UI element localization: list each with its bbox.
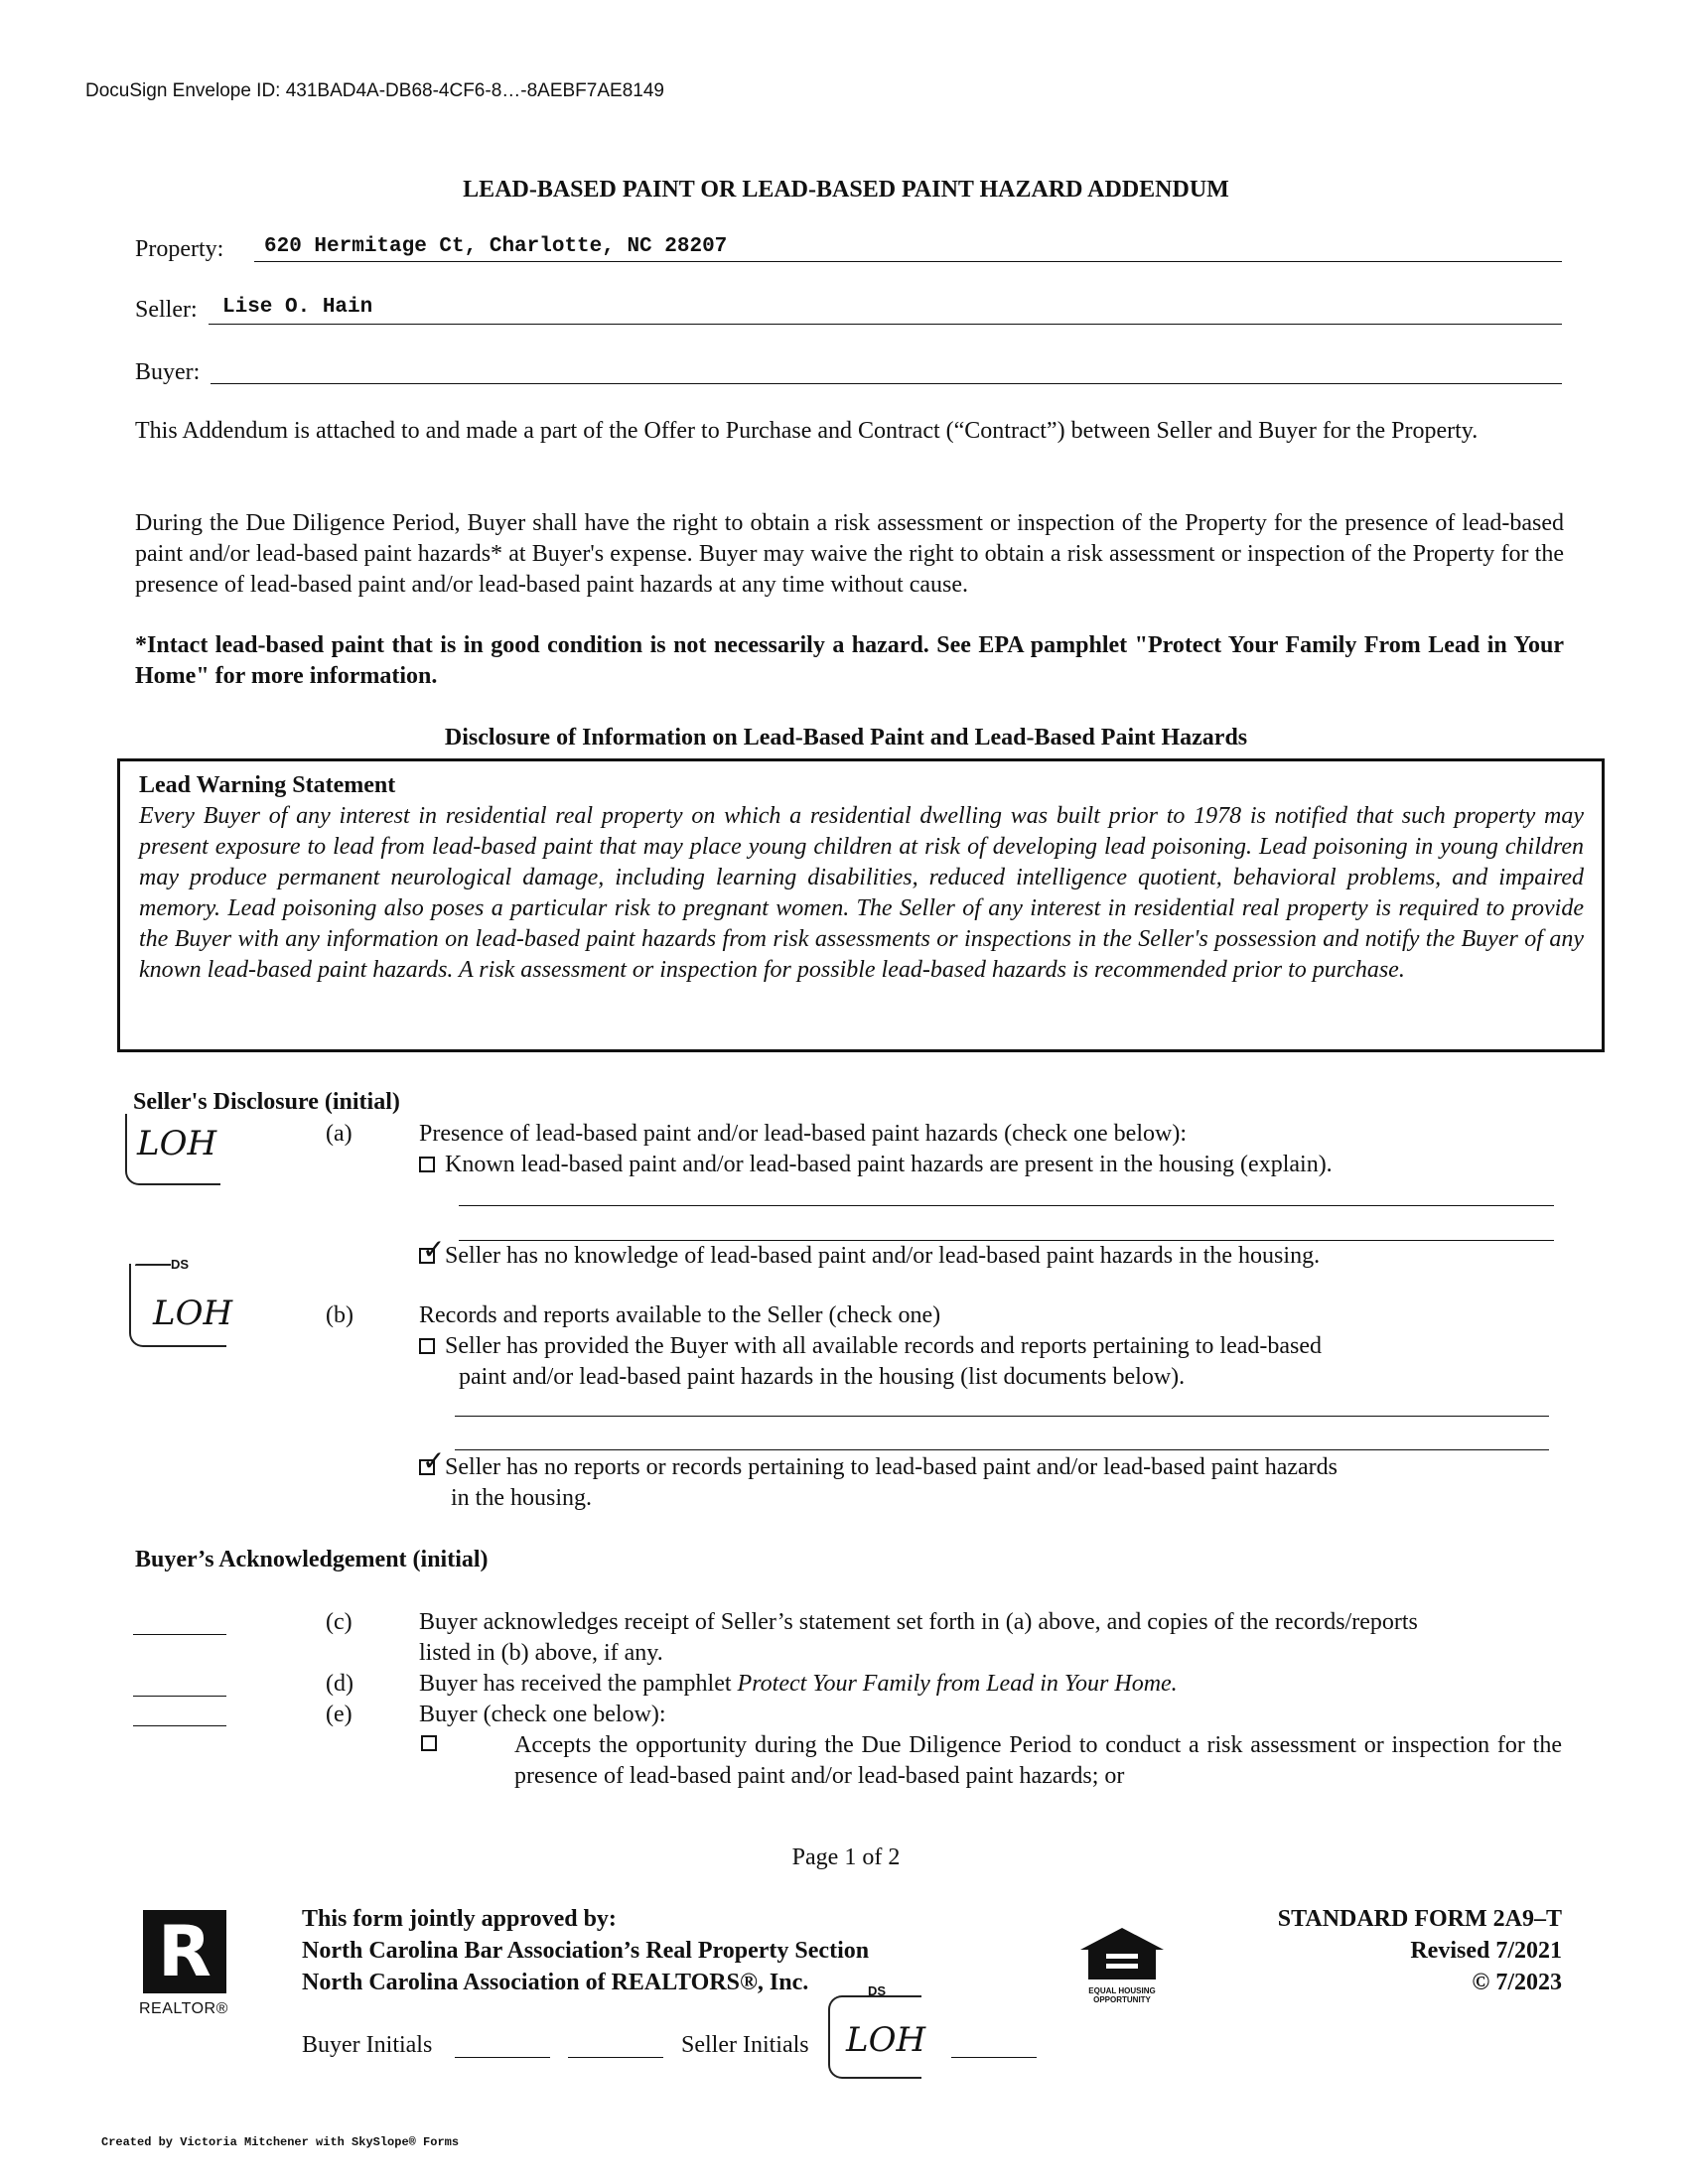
equal-housing-logo: [1076, 1926, 1168, 2004]
seller-field[interactable]: Lise O. Hain: [222, 296, 373, 319]
checkmark-icon: ✓: [422, 1444, 446, 1477]
approved-by-line-1: This form jointly approved by:: [302, 1906, 617, 1932]
no-knowledge-label: Seller has no knowledge of lead-based paint and/or lead-based paint hazards in the housing.: [445, 1243, 1321, 1269]
buyer-initials-e-line[interactable]: [133, 1725, 226, 1726]
created-by: Created by Victoria Mitchener with SkySlope® Forms: [101, 2135, 460, 2149]
no-records-label-2: in the housing.: [451, 1485, 592, 1511]
ds-label: DS: [171, 1257, 190, 1272]
records-provided-label-2: paint and/or lead-based paint hazards in the housing (list documents below).: [459, 1364, 1186, 1390]
buyer-label: Buyer:: [135, 359, 201, 385]
seller-initials-a: LOH: [137, 1124, 217, 1163]
item-e-label: (e): [326, 1702, 352, 1727]
item-b-option-none[interactable]: [419, 1444, 1339, 1483]
no-records-label: Seller has no reports or records pertaining to lead-based paint and/or lead-based paint hazards: [445, 1454, 1339, 1480]
documents-line-1: [455, 1416, 1549, 1417]
eho-line-1: EQUAL HOUSING: [1088, 1986, 1156, 1995]
buyer-field-line: [211, 383, 1562, 384]
realtor-r-icon: R: [158, 1911, 212, 1992]
item-c-text-2: listed in (b) above, if any.: [419, 1640, 663, 1666]
seller-disclosure-heading: Seller's Disclosure (initial): [133, 1089, 400, 1115]
item-a-option-no-knowledge[interactable]: [419, 1233, 1321, 1272]
item-e-text: Buyer (check one below):: [419, 1702, 666, 1727]
records-provided-checkbox[interactable]: [419, 1338, 435, 1354]
accepts-opportunity-checkbox[interactable]: [421, 1735, 437, 1751]
eho-line-2: OPPORTUNITY: [1093, 1995, 1151, 2004]
explain-line-1: [459, 1205, 1554, 1206]
page-title: LEAD-BASED PAINT OR LEAD-BASED PAINT HAZARD ADDENDUM: [463, 177, 1229, 203]
item-d-text: [419, 1669, 1178, 1700]
seller-initials-footer: LOH: [846, 2020, 926, 2060]
accepts-opportunity-label: Accepts the opportunity during the Due Diligence Period to conduct a risk assessment or inspection for the presence of lead-based paint and/or lead-based paint hazards; or: [514, 1732, 1562, 1789]
buyer-initials-label: Buyer Initials: [302, 2032, 433, 2058]
buyer-initials-d-line[interactable]: [133, 1696, 226, 1697]
form-name: STANDARD FORM 2A9–T: [1277, 1906, 1562, 1932]
approved-by-line-2: North Carolina Bar Association’s Real Property Section: [302, 1938, 870, 1964]
buyer-ack-heading: Buyer’s Acknowledgement (initial): [135, 1547, 489, 1572]
lead-warning-title: Lead Warning Statement: [139, 772, 396, 798]
item-b-label: (b): [326, 1302, 353, 1328]
footer-ds-label: DS: [868, 1983, 887, 1998]
page-number: Page 1 of 2: [791, 1844, 901, 1870]
seller-initials-label: Seller Initials: [681, 2032, 809, 2058]
item-a-label: (a): [326, 1121, 352, 1147]
item-a-text: Presence of lead-based paint and/or lead-based paint hazards (check one below):: [419, 1121, 1187, 1147]
buyer-initials-c-line[interactable]: [133, 1634, 226, 1635]
buyer-initials-footer-line-2[interactable]: [568, 2057, 663, 2058]
buyer-initials-footer-line-1[interactable]: [455, 2057, 550, 2058]
no-knowledge-checkbox[interactable]: [419, 1233, 446, 1266]
realtor-text: REALTOR®: [139, 2000, 228, 2017]
item-b-text: Records and reports available to the Seller (check one): [419, 1302, 941, 1328]
documents-line-2: [455, 1449, 1549, 1450]
due-diligence-paragraph: During the Due Diligence Period, Buyer shall have the right to obtain a risk assessment or inspection of the Property for the presence of lead-based paint and/or lead-based paint hazards* at Buyer's expense. Buyer may waive the right to obtain a risk assessment or inspection of the Property for the presence of lead-based paint and/or lead-based paint hazards at any time without cause.: [135, 510, 1564, 598]
item-c-label: (c): [326, 1609, 352, 1635]
seller-initials-footer-line-2[interactable]: [951, 2057, 1037, 2058]
known-hazards-checkbox[interactable]: [419, 1157, 435, 1172]
house-icon: [1076, 1926, 1168, 1981]
epa-note-paragraph: *Intact lead-based paint that is in good condition is not necessarily a hazard. See EPA pamphlet "Protect Your Family From Lead in Your Home" for more information.: [135, 632, 1564, 689]
property-field[interactable]: 620 Hermitage Ct, Charlotte, NC 28207: [264, 235, 728, 258]
disclosure-heading: Disclosure of Information on Lead-Based Paint and Lead-Based Paint Hazards: [444, 725, 1248, 751]
pamphlet-title: Protect Your Family from Lead in Your Home.: [737, 1671, 1178, 1697]
seller-initials-b: LOH: [153, 1294, 233, 1333]
lead-warning-text: Every Buyer of any interest in residential real property on which a residential dwelling was built prior to 1978 is notified that such property may present exposure to lead from lead-based paint that may place young children at risk of developing lead poisoning. Lead poisoning in young children may produce permanent neurological damage, including learning disabilities, reduced intelligence quotient, behavioral problems, and impaired memory. Lead poisoning also poses a particular risk to pregnant women. The Seller of any interest in residential real property is required to provide the Buyer with any information on lead-based paint hazards from risk assessments or inspections in the Seller's possession and notify the Buyer of any known lead-based paint hazards. A risk assessment or inspection for possible lead-based hazards is recommended prior to purchase.: [139, 803, 1584, 983]
seller-field-line: [209, 324, 1562, 325]
form-revised: Revised 7/2021: [1410, 1938, 1562, 1964]
property-field-line: [254, 261, 1562, 262]
checkmark-icon: ✓: [422, 1233, 446, 1266]
form-copyright: © 7/2023: [1472, 1970, 1562, 1995]
addendum-intro-paragraph: This Addendum is attached to and made a part of the Offer to Purchase and Contract (“Contract”) between Seller and Buyer for the Property.: [135, 418, 1479, 444]
records-provided-label: Seller has provided the Buyer with all available records and reports pertaining to lead-based: [445, 1333, 1323, 1359]
approved-by-line-3: North Carolina Association of REALTORS®, Inc.: [302, 1970, 809, 1995]
envelope-id: DocuSign Envelope ID: 431BAD4A-DB68-4CF6-8…-8AEBF7AE8149: [85, 80, 664, 101]
property-label: Property:: [135, 236, 224, 262]
known-hazards-label: Known lead-based paint and/or lead-based paint hazards are present in the housing (explain).: [445, 1152, 1333, 1177]
item-c-text: Buyer acknowledges receipt of Seller’s statement set forth in (a) above, and copies of the records/reports: [419, 1609, 1418, 1635]
no-records-checkbox[interactable]: [419, 1444, 446, 1477]
item-b-option-provided[interactable]: [419, 1331, 1322, 1362]
seller-label: Seller:: [135, 297, 198, 323]
realtor-logo: [143, 1910, 226, 1993]
item-d-prefix: Buyer has received the pamphlet: [419, 1671, 738, 1697]
item-d-label: (d): [326, 1671, 353, 1697]
item-a-option-known[interactable]: [419, 1150, 1333, 1180]
